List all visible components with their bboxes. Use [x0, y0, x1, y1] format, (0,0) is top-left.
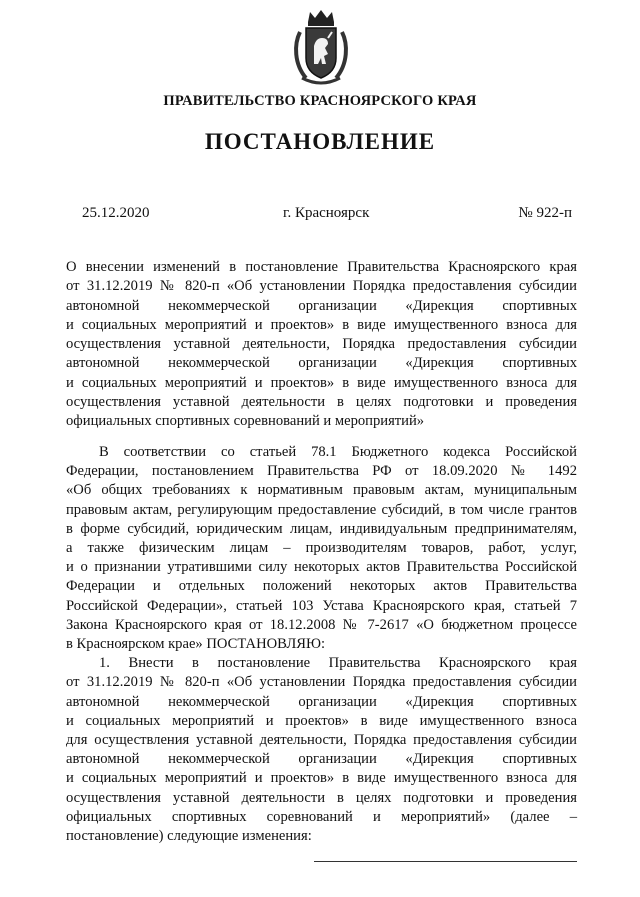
clause-1-paragraph	[66, 654, 577, 846]
body-line: «Об общих требованиях к нормативным правовым актам, муниципальным	[66, 482, 577, 499]
title-line: автономной некоммерческой организации «Дирекция спортивных	[66, 297, 577, 314]
krasnoyarsk-coat-of-arms-icon	[292, 8, 350, 86]
government-name: ПРАВИТЕЛЬСТВО КРАСНОЯРСКОГО КРАЯ	[163, 93, 477, 109]
document-date: 25.12.2020	[82, 205, 150, 221]
title-line: от 31.12.2019 № 820-п «Об установлении Порядка предоставления субсидии	[66, 278, 577, 295]
body-line: автономной некоммерческой организации «Дирекция спортивных	[66, 693, 577, 710]
body-line: и о признании утратившими силу некоторых актов Правительства Российской	[66, 559, 577, 576]
title-line: осуществления уставной деятельности, Порядка предоставления субсидии	[66, 336, 577, 353]
title-line: автономной некоммерческой организации «Дирекция спортивных	[66, 355, 577, 372]
title-line: и социальных мероприятий и проектов» в виде имущественного взноса для	[66, 316, 577, 333]
body-line: в форме субсидий, юридическим лицам, индивидуальным предпринимателям,	[66, 520, 577, 537]
document-city: г. Красноярск	[283, 205, 370, 221]
title-line: О внесении изменений в постановление Правительства Красноярского края	[66, 259, 577, 275]
title-line: официальных спортивных соревнований и мероприятий»	[66, 413, 425, 430]
document-subject-title	[66, 258, 577, 432]
document-type-title: ПОСТАНОВЛЕНИЕ	[204, 129, 436, 154]
body-line: 1. Внести в постановление Правительства Красноярского края	[99, 655, 577, 672]
title-line: осуществления уставной деятельности в целях подготовки и проведения	[66, 394, 577, 411]
document-body	[66, 443, 577, 846]
body-line: в Красноярском крае» ПОСТАНОВЛЯЮ:	[66, 636, 326, 653]
body-line: автономной некоммерческой организации «Дирекция спортивных	[66, 751, 577, 768]
preamble-paragraph	[66, 443, 577, 654]
body-line: постановление) следующие изменения:	[66, 828, 312, 845]
document-number: № 922-п	[518, 205, 572, 221]
body-line: и социальных мероприятий и проектов» в виде имущественного взноса для	[66, 770, 577, 787]
body-line: Федерации, постановлением Правительства РФ от 18.09.2020 № 1492	[66, 463, 577, 480]
body-line: от 31.12.2019 № 820-п «Об установлении Порядка предоставления субсидии	[66, 674, 577, 691]
body-line: Федерации и отдельных положений некоторых актов Правительства	[66, 578, 577, 595]
body-line: осуществления уставной деятельности в целях подготовки и проведения	[66, 789, 577, 806]
body-line: В соответствии со статьей 78.1 Бюджетного кодекса Российской	[99, 444, 577, 460]
body-line: официальных спортивных соревнований и мероприятий» (далее –	[66, 808, 577, 825]
footer-divider	[314, 861, 577, 862]
body-line: правовым актам, регулирующим предоставление субсидий, в том числе грантов	[66, 501, 577, 518]
body-line: и социальных мероприятий и проектов» в виде имущественного взноса	[66, 712, 577, 729]
body-line: Российской Федерации», статьей 103 Устава Красноярского края, статьей 7	[66, 597, 577, 614]
title-line: и социальных мероприятий и проектов» в виде имущественного взноса для	[66, 374, 577, 391]
body-line: для осуществления уставной деятельности, Порядка предоставления субсидии	[66, 732, 577, 749]
body-line: Закона Красноярского края от 18.12.2008 № 7-2617 «О бюджетном процессе	[66, 616, 577, 633]
body-line: а также физическим лицам – производителям товаров, работ, услуг,	[66, 540, 577, 557]
